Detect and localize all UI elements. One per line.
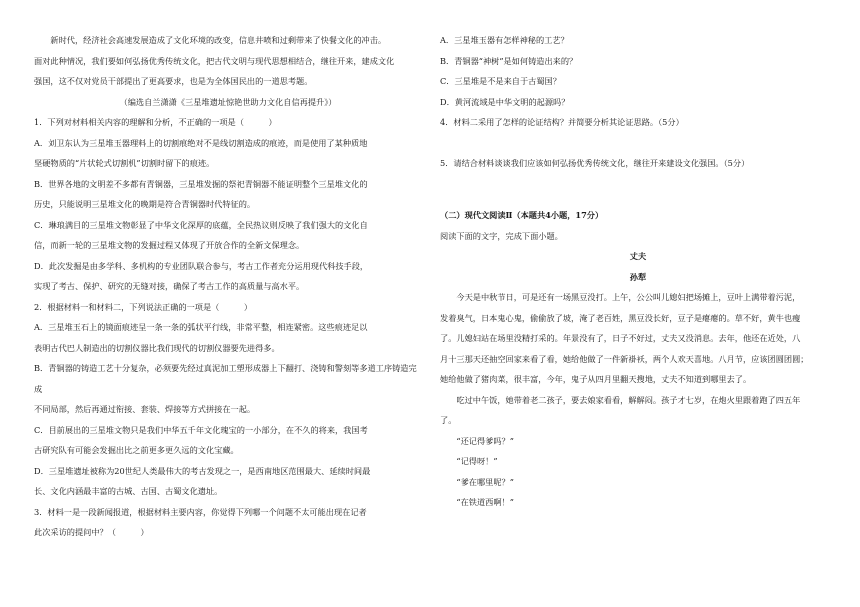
paragraph: 面对此种情况，我们要如何弘扬优秀传统文化，把古代文明与现代思想相结合，继往开来，建成文化 [34,55,395,66]
option-text: 坚硬物质的“片状轮式切割机”切割时留下的痕迹。 [34,158,215,168]
story-line: 了。儿媳妇站在场里没精打采的。年景没有了，日子不好过，丈夫又没消息。去年，他还在近处，八 [440,333,801,343]
question-2: 2．根据材料一和材料二，下列说法正确的一项是（ ） [34,301,253,312]
story-line: 月十三那天还抽空回家来看了看，她给他做了一件新褂袄，两个人欢天喜地。八月节，应该团圆团圆； [440,353,809,364]
option-text: D．黄河流域是中华文明的起源吗？ [440,96,570,107]
option-text: 不同局部，然后再通过衔接、套装、焊接等方式拼接在一起。 [34,404,256,414]
question-3-cont: 此次采访的提问中？（ ） [34,527,149,537]
answer-space [440,133,836,153]
section-heading: （二）现代文阅读Ⅱ（本题共4小题，17分） [440,210,604,220]
question-1: 1．下列对材料相关内容的理解和分析，不正确的一项是（ ） [34,117,277,127]
story-paragraph: 吃过中午饭，她带着老二孩子，要去娘家看看，解解闷。孩子才七岁，在炮火里跟着跑了四五年 [456,394,801,405]
instruction: 阅读下面的文字，完成下面小题。 [440,230,563,241]
left-column [34,30,422,543]
option-text: B．青铜器的铸造工艺十分复杂，必须要先经过真泥加工塑形成器上下翻打、浇铸和警刻等多道工序铸造完成 [34,363,417,394]
option-text: 古研究队有可能会发掘出比之前更多更久远的文化宝藏。 [34,445,239,455]
story-author: 孙犁 [629,271,647,282]
option-text: C．目前展出的三星堆文物只是我们中华五千年文化瑰宝的一小部分，在不久的将来，我国考 [34,424,368,435]
dialogue-line: “在铁道西啊！” [456,497,514,507]
story-paragraph: 今天是中秋节日，可是还有一场黑豆没打。上午，公公叫儿媳妇把场摊上，豆叶上满带着污泥， [456,292,801,302]
answer-space [440,173,836,205]
option-text: B．青铜器“神树”是如何铸造出来的？ [440,55,578,66]
source-citation: （编选自兰潇潇《三星堆遗址惊艳世助力文化自信再提升》） [119,96,337,107]
dialogue-line: “爹在哪里呢？” [456,476,514,487]
paragraph: 新时代，经济社会高速发展造成了文化环境的改变，信息井喷和过剩带来了快餐文化的冲击。 [50,35,387,45]
story-title: 丈夫 [629,251,647,261]
dialogue-line: “还记得爹吗？” [456,435,514,446]
option-text: D．三星堆遗址被称为20世纪人类最伟大的考古发现之一，是西南地区范围最大、延续时间最 [34,465,371,476]
option-text: C．琳琅满目的三星堆文物彰显了中华文化深厚的底蕴，全民热议则反映了我们强大的文化自 [34,219,368,230]
right-column [440,30,836,513]
option-text: A．三星堆玉石上的镜面痕迹呈一条一条的弧状平行线，非常平整，相连紧密。这些痕迹足以 [34,322,368,332]
option-text: 长、文化内涵最丰富的古城、古国、古蜀文化遗址。 [34,486,223,496]
option-text: 实现了考古、保护、研究的无缝对接，确保了考古工作的高质量与高水平。 [34,281,305,291]
story-line: 她给他做了猪肉菜，很丰富，今年，鬼子从四月里翻天搜地，丈夫不知道到哪里去了。 [440,374,752,384]
question-4: 4．材料二采用了怎样的论证结构？并简要分析其论证思路。（5分） [440,117,684,127]
paragraph: 强国，这不仅对党员干部提出了更高要求，也是为全体国民出的一道思考题。 [34,76,313,86]
question-3: 3．材料一是一段新闻报道，根据材料主要内容，你觉得下列哪一个问题不太可能出现在记者 [34,506,367,517]
option-text: B．世界各地的文明差不多都有青铜器，三星堆发掘的祭祀青铜器不能证明整个三星堆文化的 [34,178,368,189]
option-text: 表明古代巴人制造出的切割仪器比我们现代的切割仪器要先进得多。 [34,342,280,353]
option-text: 信，而新一轮的三星堆文物的发掘过程又体现了开放合作的全新文保理念。 [34,240,305,250]
option-text: 历史，只能说明三星堆文化的晚期是符合青铜器时代特征的。 [34,199,256,209]
story-line: 了。 [440,415,457,425]
question-5: 5．请结合材料谈谈我们应该如何弘扬优秀传统文化，继往开来建设文化强国。（5分） [440,157,750,168]
story-line: 发着臭气，日本鬼心鬼，偷偷放了坡，淹了老百姓，黑豆没长好，豆子是瘪瘪的。草不好，黄牛也瘦 [440,312,801,323]
option-text: C．三星堆是不是来自于古蜀国？ [440,76,561,86]
option-text: A．刘卫东认为三星堆玉器理料上的切割痕绝对不是线切割造成的痕迹，而是使用了某种质地 [34,137,368,148]
option-text: D．此次发掘是由多学科、多机构的专业团队联合参与，考古工作者充分运用现代科技手段， [34,260,369,271]
dialogue-line: “记得呀！” [456,456,498,466]
option-text: A．三星堆玉器有怎样神秘的工艺？ [440,35,569,45]
